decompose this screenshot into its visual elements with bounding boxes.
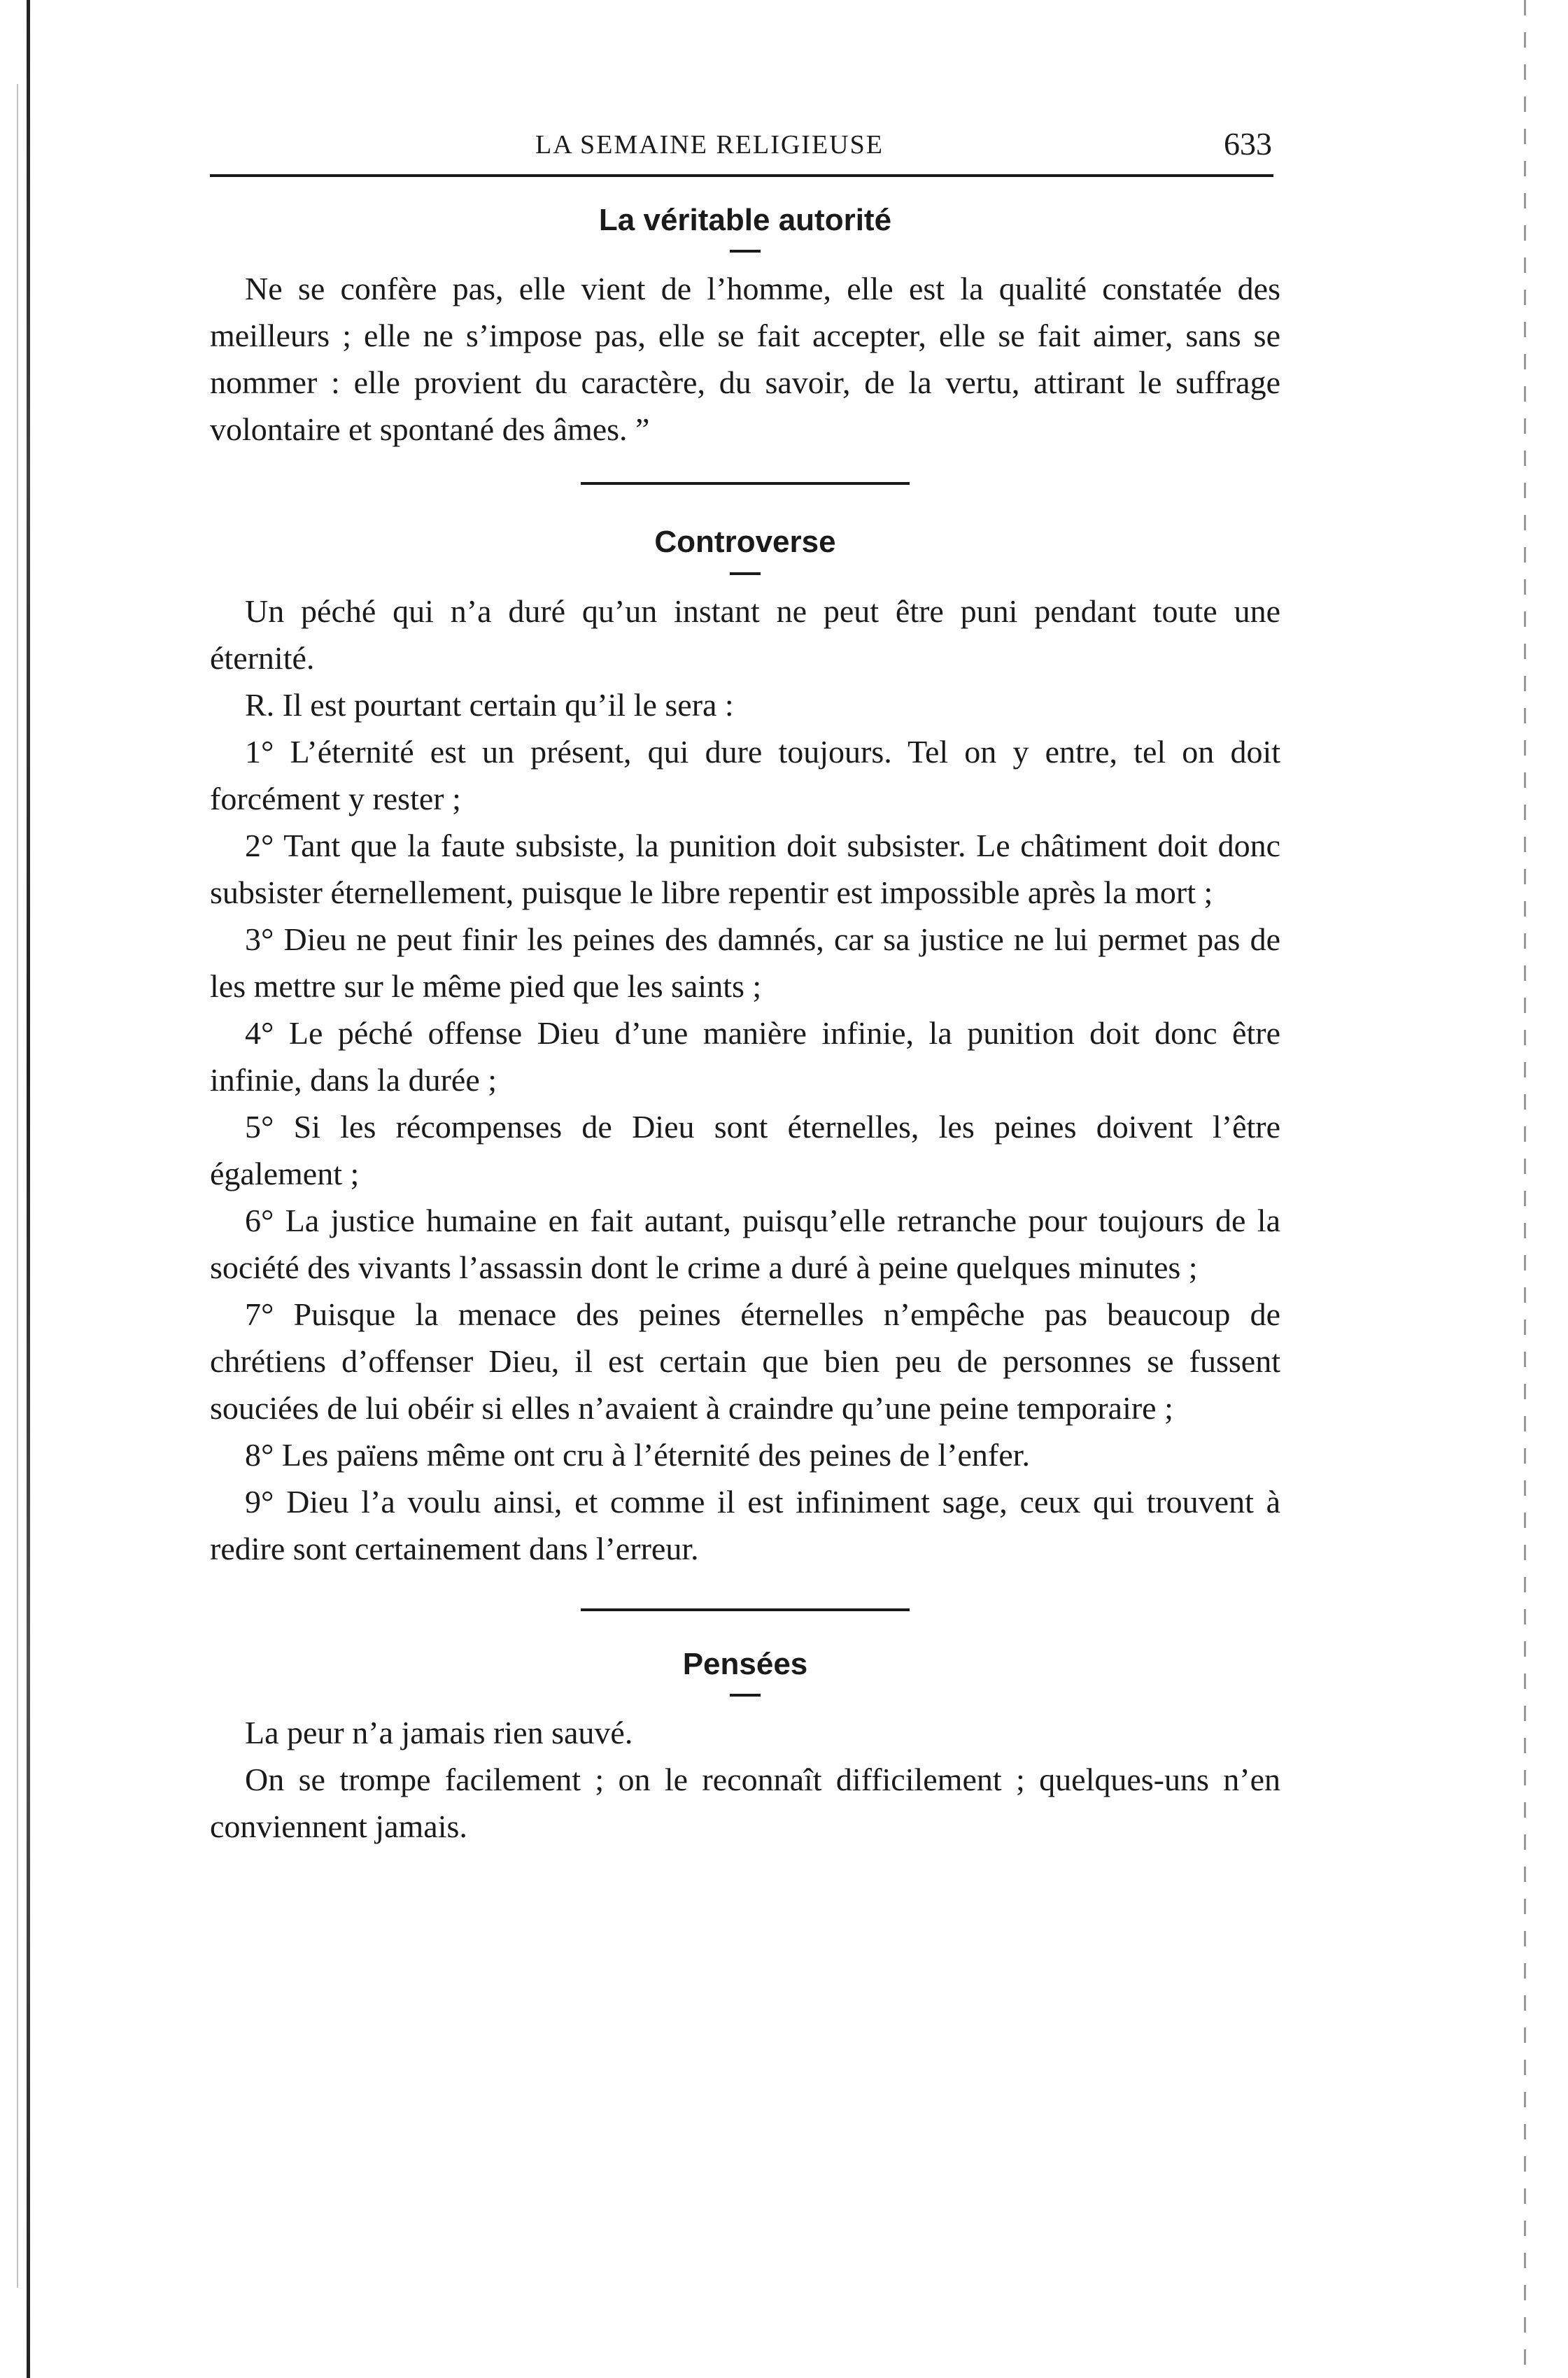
- paragraph: La peur n’a jamais rien sauvé.: [245, 1715, 633, 1751]
- paragraph: Un péché qui n’a duré qu’un instant ne peut être puni pendant toute une éternité.: [210, 593, 1280, 676]
- paragraph: 1° L’éternité est un présent, qui dure toujours. Tel on y entre, tel on doit forcément y rester ;: [210, 733, 1280, 816]
- paragraph: 5° Si les récompenses de Dieu sont éternelles, les peines doivent l’être également ;: [210, 1108, 1280, 1191]
- scan-edge-shadow: [17, 84, 18, 2288]
- paragraph: 8° Les païens même ont cru à l’éternité des peines de l’enfer.: [245, 1436, 1030, 1473]
- title-dash: [730, 572, 761, 575]
- section-title: La véritable autorité: [598, 203, 892, 237]
- paragraph: Ne se confère pas, elle vient de l’homme, elle est la qualité constatée des meilleurs ; elle ne s’impose pas, elle se fait accepter, elle se fait aimer, sans se nommer : elle provient du caractère, du savoir, de la vertu, attirant le suffrage volontaire et spontané des âmes. ”: [210, 271, 1280, 448]
- header-rule: [210, 174, 1273, 177]
- scan-edge-left: [27, 0, 30, 2378]
- page-number: 633: [1224, 126, 1272, 162]
- running-head: [210, 122, 1280, 171]
- paragraph: R. Il est pourtant certain qu’il le sera :: [245, 686, 734, 723]
- paragraph: 6° La justice humaine en fait autant, puisqu’elle retranche pour toujours de la société des vivants l’assassin dont le crime a duré à peine quelques minutes ;: [210, 1202, 1280, 1285]
- paragraph: 7° Puisque la menace des peines éternelles n’empêche pas beaucoup de chrétiens d’offenser Dieu, il est certain que bien peu de personnes se fussent souciées de lui obéir si elles n’avaient à craindre qu’une peine temporaire ;: [210, 1296, 1280, 1426]
- paragraph: 9° Dieu l’a voulu ainsi, et comme il est infiniment sage, ceux qui trouvent à redire sont certainement dans l’erreur.: [210, 1483, 1280, 1566]
- paragraph: 2° Tant que la faute subsiste, la punition doit subsister. Le châtiment doit donc subsister éternellement, puisque le libre repentir est impossible après la mort ;: [210, 827, 1280, 910]
- paragraph: On se trompe facilement ; on le reconnaît difficilement ; quelques-uns n’en conviennent jamais.: [210, 1762, 1280, 1845]
- title-dash: [730, 250, 761, 253]
- section-title: Controverse: [654, 525, 836, 560]
- title-dash: [730, 1694, 761, 1697]
- section-separator: [581, 1608, 910, 1611]
- running-title: LA SEMAINE RELIGIEUSE: [535, 130, 884, 160]
- page: [210, 122, 1280, 1850]
- scan-edge-right: [1524, 0, 1526, 2378]
- section-controverse: [210, 525, 1280, 1571]
- paragraph: 3° Dieu ne peut finir les peines des damnés, car sa justice ne lui permet pas de les mettre sur le même pied que les saints ;: [210, 921, 1280, 1004]
- section-separator: [581, 482, 910, 485]
- section-pensees: [210, 1648, 1280, 1850]
- section-title: Pensées: [682, 1646, 808, 1681]
- section-veritable-autorite: [210, 204, 1280, 453]
- paragraph: 4° Le péché offense Dieu d’une manière infinie, la punition doit donc être infinie, dans la durée ;: [210, 1014, 1280, 1098]
